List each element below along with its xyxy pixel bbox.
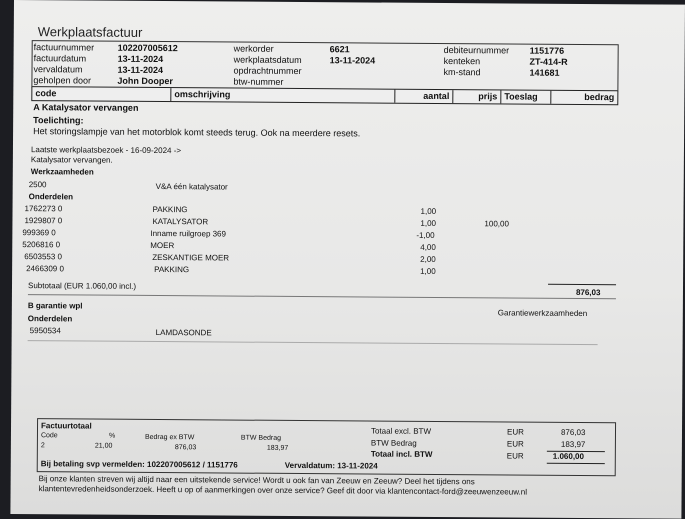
value-kenteken: ZT-414-R bbox=[530, 57, 568, 68]
value-km-stand: 141681 bbox=[529, 68, 559, 79]
value-werkplaatsdatum: 13-11-2024 bbox=[330, 55, 376, 66]
toelichting-text: Het storingslampje van het motorblok komt steeds terug. Ook na meerdere resets. bbox=[33, 126, 360, 138]
col-toeslag: Toeslag bbox=[500, 90, 550, 103]
section-a-title: A Katalysator vervangen bbox=[33, 102, 138, 113]
invoice-paper bbox=[10, 0, 685, 519]
label-opdrachtnummer: opdrachtnummer bbox=[233, 66, 301, 77]
value-factuurnummer: 102207005612 bbox=[118, 43, 178, 54]
totals-ex: 876,03 bbox=[175, 444, 196, 451]
document-title: Werkplaatsfactuur bbox=[38, 24, 143, 40]
list-item bbox=[24, 252, 614, 256]
value-debiteurnummer: 1151776 bbox=[530, 46, 565, 57]
last-visit: Laatste werkplaatsbezoek - 16-09-2024 -> bbox=[31, 145, 181, 155]
section-b-onderdelen-label: Onderdelen bbox=[28, 314, 73, 323]
list-item bbox=[26, 264, 616, 268]
part-aantal: -1,00 bbox=[416, 231, 434, 240]
value-werkorder: 6621 bbox=[330, 44, 350, 55]
section-b-title: B garantie wpl bbox=[28, 301, 83, 310]
label-werkorder: werkorder bbox=[234, 44, 274, 55]
list-item bbox=[25, 204, 615, 208]
part-code: 1762273 0 bbox=[25, 204, 63, 213]
label-btw-nummer: btw-nummer bbox=[233, 77, 283, 88]
part-desc: PAKKING bbox=[154, 265, 189, 274]
label-factuurnummer: factuurnummer bbox=[34, 42, 95, 53]
toelichting-label: Toelichting: bbox=[33, 115, 83, 125]
werk-code: 2500 bbox=[29, 180, 47, 189]
list-item bbox=[22, 228, 612, 232]
footer-line-2: klantentevredenheidsonderzoek. Heeft u op of aanmerkingen over onze service? Geef dit door via klantencontact-ford@zeeuwenzeeuw.nl bbox=[39, 484, 527, 496]
totals-row-value: 1.060,00 bbox=[553, 452, 584, 461]
list-item bbox=[22, 240, 612, 244]
col-code: code bbox=[32, 87, 170, 101]
col-prijs: prijs bbox=[452, 90, 500, 103]
label-factuurdatum: factuurdatum bbox=[34, 53, 87, 64]
totals-col-code: Code bbox=[41, 432, 58, 439]
last-visit-note: Katalysator vervangen. bbox=[31, 155, 113, 165]
part-aantal: 4,00 bbox=[420, 243, 436, 252]
totals-col-pct: % bbox=[109, 433, 115, 440]
totals-col-btw: BTW Bedrag bbox=[241, 435, 281, 442]
totals-row-value: 876,03 bbox=[561, 428, 586, 437]
value-geholpen-door: John Dooper bbox=[117, 76, 173, 87]
part-code: 5206816 0 bbox=[22, 240, 60, 249]
col-aantal: aantal bbox=[394, 90, 452, 103]
subtotal-label: Subtotaal (EUR 1.060,00 incl.) bbox=[28, 281, 136, 291]
payment-note: Bij betaling svp vermelden: 102207005612 / 1151776 bbox=[41, 459, 238, 469]
part-code: 6503553 0 bbox=[24, 252, 62, 261]
footer-line-1: Bij onze klanten streven wij altijd naar een uitstekende service! Wordt u ook fan van Zeeuw en Zeeuw? Deel het tijdens ons bbox=[39, 474, 475, 486]
section-b-rule bbox=[28, 340, 598, 345]
part-desc: MOER bbox=[150, 241, 174, 250]
label-geholpen-door: geholpen door bbox=[33, 75, 91, 86]
totals-title: Factuurtotaal bbox=[41, 421, 92, 430]
onderdelen-label: Onderdelen bbox=[29, 192, 74, 201]
value-vervaldatum: 13-11-2024 bbox=[117, 65, 163, 76]
part-aantal: 1,00 bbox=[421, 207, 437, 216]
werk-desc: V&A één katalysator bbox=[156, 182, 228, 192]
part-desc: Inname ruilgroep 369 bbox=[150, 229, 226, 239]
werkzaamheden-label: Werkzaamheden bbox=[31, 167, 94, 176]
subtotal-underline bbox=[28, 294, 616, 299]
part-code: 2466309 0 bbox=[26, 264, 64, 273]
section-b-part-desc: LAMDASONDE bbox=[156, 328, 212, 337]
part-prijs: 100,00 bbox=[484, 219, 509, 228]
section-b-right-label: Garantiewerkzaamheden bbox=[498, 308, 587, 318]
subtotal-rule bbox=[548, 284, 616, 285]
label-km-stand: km-stand bbox=[443, 67, 480, 78]
list-item bbox=[24, 216, 614, 220]
parts-list bbox=[12, 204, 612, 280]
subtotal-value: 876,03 bbox=[576, 288, 601, 297]
totals-row-label: Totaal excl. BTW bbox=[371, 427, 431, 436]
part-desc: PAKKING bbox=[153, 205, 188, 214]
part-desc: KATALYSATOR bbox=[152, 217, 208, 226]
label-werkplaatsdatum: werkplaatsdatum bbox=[234, 55, 302, 66]
part-aantal: 1,00 bbox=[420, 219, 436, 228]
label-kenteken: kenteken bbox=[444, 56, 481, 67]
col-omschrijving: omschrijving bbox=[170, 88, 394, 103]
part-code: 999369 0 bbox=[22, 228, 55, 237]
totals-row-cur: EUR bbox=[507, 427, 524, 436]
part-desc: ZESKANTIGE MOER bbox=[152, 253, 229, 263]
totals-pct: 21,00 bbox=[95, 443, 113, 450]
part-code: 1929807 0 bbox=[24, 216, 62, 225]
due-note: Vervaldatum: 13-11-2024 bbox=[285, 461, 378, 471]
part-aantal: 1,00 bbox=[420, 267, 436, 276]
totals-row-cur: EUR bbox=[507, 451, 524, 460]
label-debiteurnummer: debiteurnummer bbox=[444, 45, 510, 56]
totals-row-cur: EUR bbox=[507, 439, 524, 448]
section-b-part-code: 5950534 bbox=[30, 326, 61, 335]
label-vervaldatum: vervaldatum bbox=[33, 64, 82, 75]
totals-col-ex: Bedrag ex BTW bbox=[145, 434, 194, 441]
totals-btw: 183,97 bbox=[267, 445, 288, 452]
totals-row-label: Totaal incl. BTW bbox=[371, 450, 433, 459]
totals-code: 2 bbox=[41, 442, 45, 449]
part-aantal: 2,00 bbox=[420, 255, 436, 264]
value-factuurdatum: 13-11-2024 bbox=[118, 54, 164, 65]
col-bedrag: bedrag bbox=[550, 91, 617, 104]
totals-row-value: 183,97 bbox=[561, 440, 586, 449]
totals-row-label: BTW Bedrag bbox=[371, 439, 417, 448]
